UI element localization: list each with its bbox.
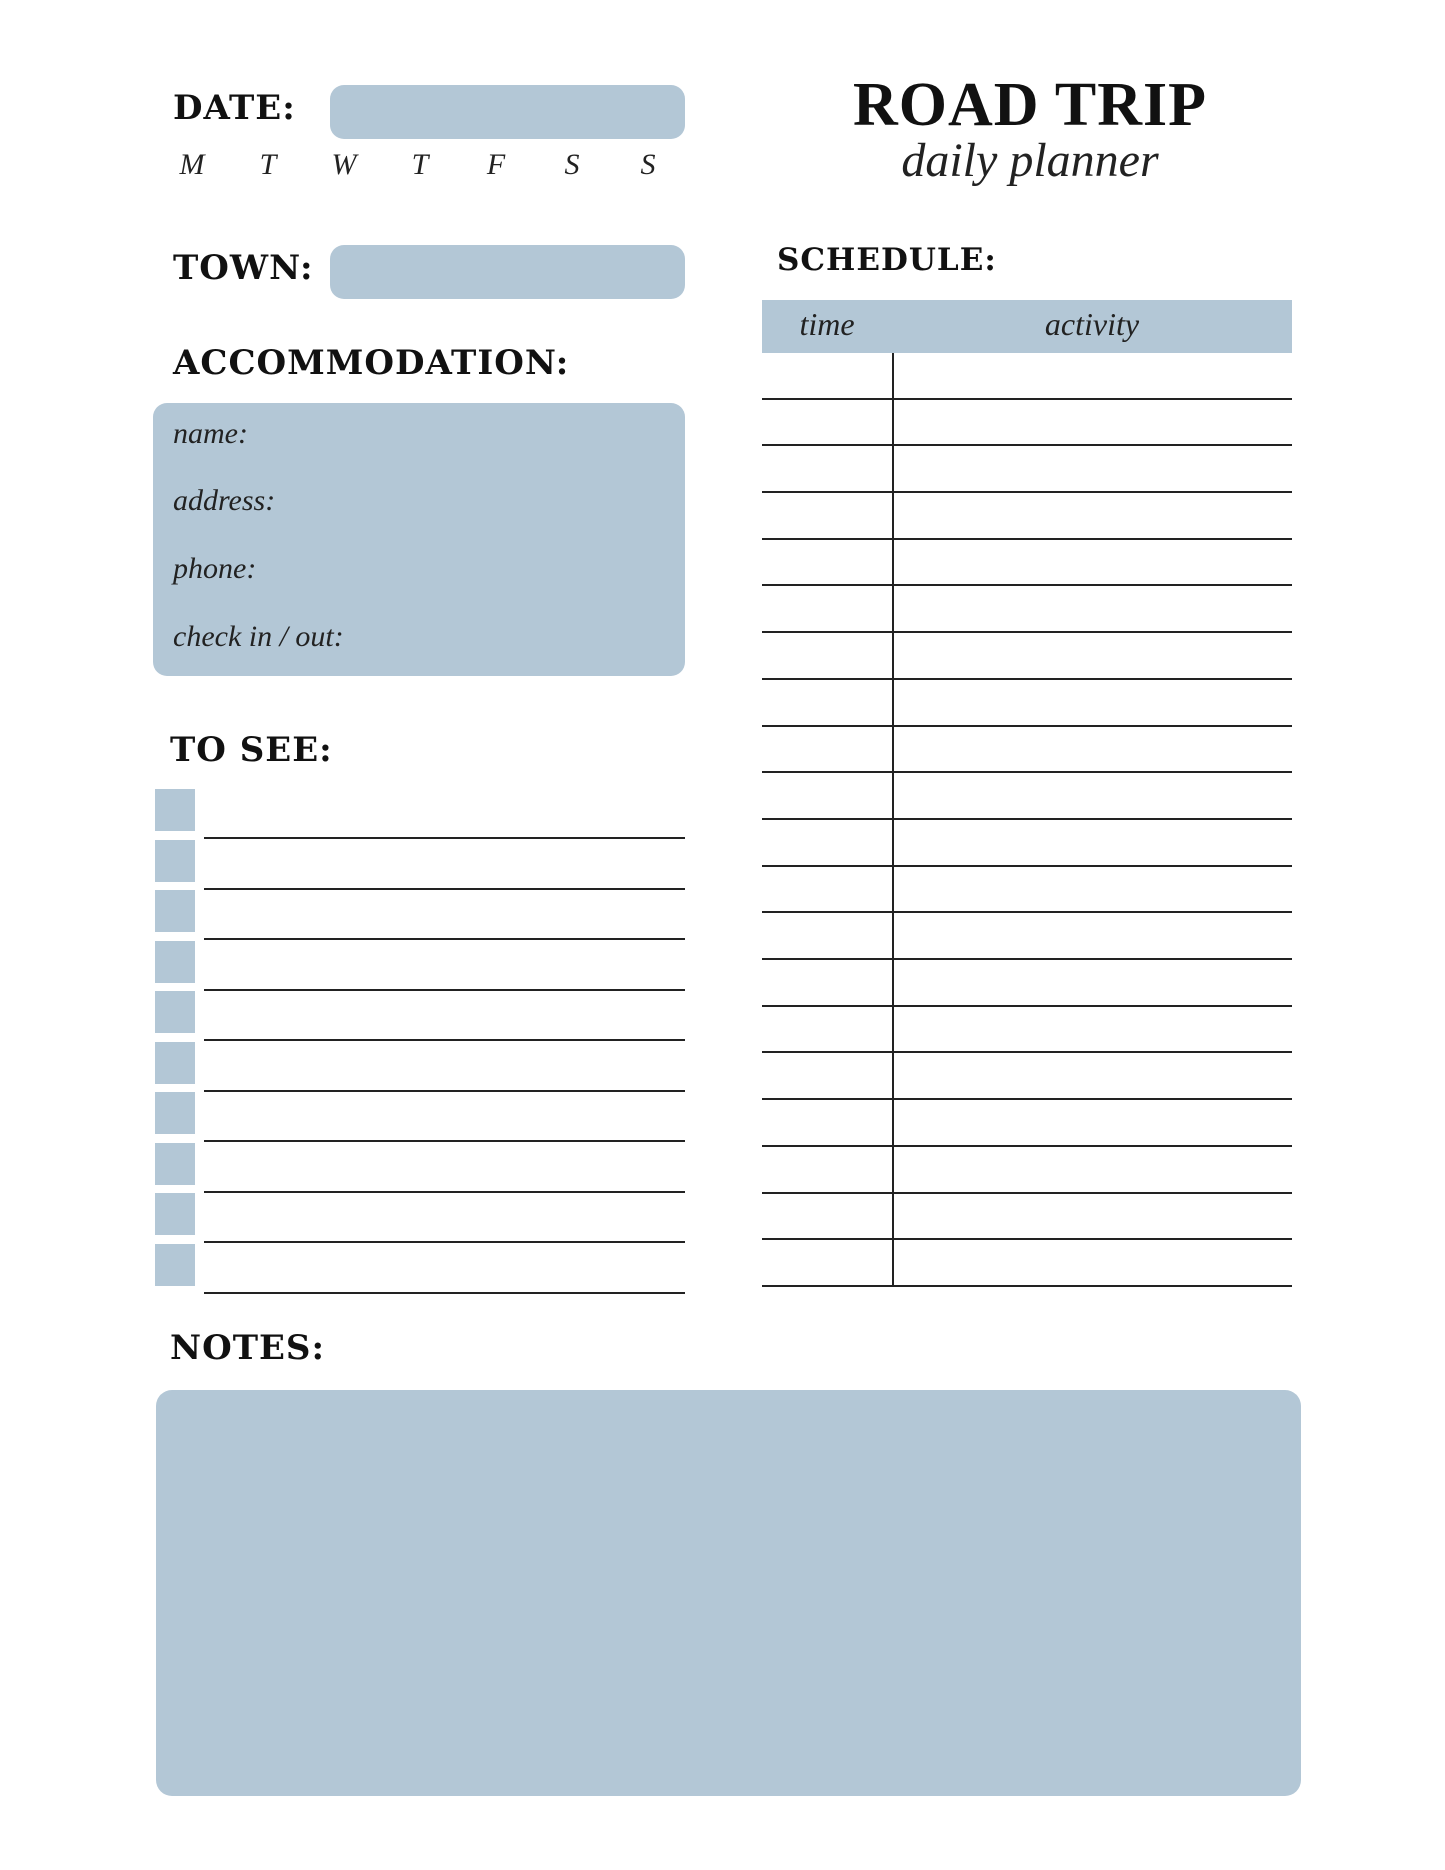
to-see-item (155, 987, 685, 1033)
accommodation-address-field[interactable]: address: (173, 484, 276, 517)
to-see-checkbox[interactable] (155, 1092, 195, 1134)
page-title: ROAD TRIP (852, 71, 1208, 139)
schedule-row[interactable] (762, 540, 1292, 587)
to-see-checkbox[interactable] (155, 941, 195, 983)
to-see-list (155, 785, 685, 1285)
to-see-item (155, 886, 685, 932)
schedule-row[interactable] (762, 493, 1292, 540)
accommodation-checkin-field[interactable]: check in / out: (173, 620, 344, 653)
schedule-row[interactable] (762, 633, 1292, 680)
schedule-row[interactable] (762, 1147, 1292, 1194)
schedule-grid (762, 353, 1292, 1308)
to-see-line[interactable] (204, 1292, 685, 1294)
schedule-row[interactable] (762, 400, 1292, 447)
schedule-time-header: time (799, 306, 855, 342)
to-see-checkbox[interactable] (155, 1042, 195, 1084)
schedule-header (762, 300, 1292, 353)
schedule-row[interactable] (762, 446, 1292, 493)
town-field[interactable] (330, 245, 685, 299)
notes-label: NOTES: (170, 1328, 326, 1368)
date-field[interactable] (330, 85, 685, 139)
schedule-row[interactable] (762, 867, 1292, 914)
accommodation-box[interactable] (153, 403, 685, 676)
accommodation-label: ACCOMMODATION: (173, 343, 570, 383)
weekday-monday[interactable]: M (179, 148, 205, 181)
schedule-row[interactable] (762, 1054, 1292, 1101)
weekday-wednesday[interactable]: W (331, 148, 357, 181)
to-see-checkbox[interactable] (155, 1244, 195, 1286)
to-see-label: TO SEE: (170, 730, 333, 770)
schedule-row[interactable] (762, 353, 1292, 400)
schedule-row[interactable] (762, 1240, 1292, 1287)
schedule-row[interactable] (762, 1100, 1292, 1147)
schedule-row[interactable] (762, 587, 1292, 634)
schedule-column-divider (892, 353, 894, 1287)
accommodation-name-field[interactable]: name: (173, 417, 248, 450)
to-see-item (155, 836, 685, 882)
to-see-checkbox[interactable] (155, 840, 195, 882)
schedule-row[interactable] (762, 1194, 1292, 1241)
schedule-row[interactable] (762, 820, 1292, 867)
schedule-activity-header: activity (1044, 306, 1140, 342)
schedule-row[interactable] (762, 913, 1292, 960)
schedule-row-line (762, 1285, 1292, 1287)
to-see-item (155, 937, 685, 983)
weekday-row (172, 148, 672, 188)
to-see-item (155, 1139, 685, 1185)
schedule-label: SCHEDULE: (777, 242, 997, 278)
weekday-tuesday[interactable]: T (259, 148, 277, 181)
schedule-row[interactable] (762, 773, 1292, 820)
to-see-checkbox[interactable] (155, 1143, 195, 1185)
to-see-checkbox[interactable] (155, 890, 195, 932)
weekday-sunday[interactable]: S (640, 148, 656, 181)
schedule-row[interactable] (762, 727, 1292, 774)
weekday-thursday[interactable]: T (411, 148, 429, 181)
to-see-item (155, 1189, 685, 1235)
page-subtitle: daily planner (901, 134, 1159, 187)
date-label: DATE: (173, 88, 296, 128)
schedule-row[interactable] (762, 1007, 1292, 1054)
schedule-row[interactable] (762, 680, 1292, 727)
to-see-item (155, 1088, 685, 1134)
to-see-item (155, 1240, 685, 1286)
weekday-friday[interactable]: F (486, 148, 506, 181)
to-see-item (155, 785, 685, 831)
to-see-item (155, 1038, 685, 1084)
to-see-checkbox[interactable] (155, 789, 195, 831)
to-see-checkbox[interactable] (155, 1193, 195, 1235)
town-label: TOWN: (173, 248, 314, 288)
weekday-saturday[interactable]: S (564, 148, 580, 181)
accommodation-phone-field[interactable]: phone: (173, 552, 257, 585)
notes-box[interactable] (156, 1390, 1301, 1796)
to-see-checkbox[interactable] (155, 991, 195, 1033)
schedule-row[interactable] (762, 960, 1292, 1007)
